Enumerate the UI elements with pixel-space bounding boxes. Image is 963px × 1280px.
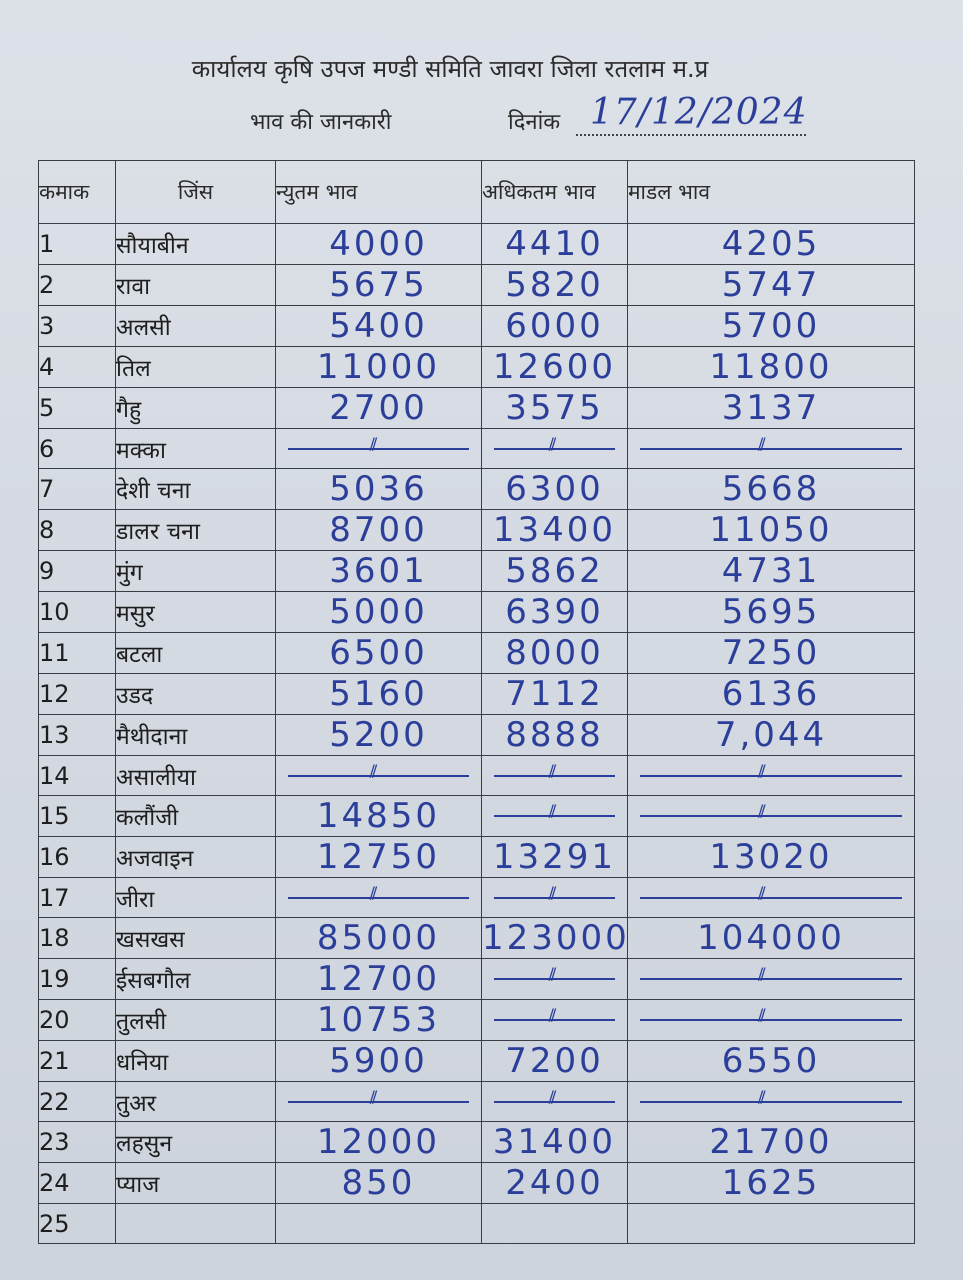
model-price-cell: 4731 <box>628 551 915 592</box>
serial-cell: 23 <box>39 1122 116 1163</box>
col-max-price-header: अधिकतम भाव <box>482 161 628 224</box>
min-price-cell: 850 <box>276 1163 482 1204</box>
model-price-cell <box>628 1082 915 1122</box>
crop-name-cell: देशी चना <box>116 469 276 510</box>
min-price-cell: 12750 <box>276 837 482 878</box>
table-row <box>39 429 915 469</box>
min-price-cell: 5400 <box>276 306 482 347</box>
table-row <box>39 306 915 347</box>
table-row <box>39 674 915 715</box>
model-price-cell <box>628 1204 915 1244</box>
model-price-cell: 6136 <box>628 674 915 715</box>
crop-name-cell: डालर चना <box>116 510 276 551</box>
serial-cell: 25 <box>39 1204 116 1244</box>
table-row <box>39 592 915 633</box>
max-price-cell <box>482 1000 628 1041</box>
subtitle: भाव की जानकारी <box>250 110 392 135</box>
min-price-cell <box>276 756 482 796</box>
crop-name-cell: असालीया <box>116 756 276 796</box>
serial-cell: 9 <box>39 551 116 592</box>
min-price-cell: 14850 <box>276 796 482 837</box>
table-row <box>39 918 915 959</box>
crop-name-cell: अलसी <box>116 306 276 347</box>
max-price-cell: 13400 <box>482 510 628 551</box>
col-model-price-header: माडल भाव <box>628 161 915 224</box>
crop-name-cell <box>116 1204 276 1244</box>
model-price-cell: 1625 <box>628 1163 915 1204</box>
ditto-dash-mark <box>288 448 469 450</box>
serial-cell: 14 <box>39 756 116 796</box>
model-price-cell: 5700 <box>628 306 915 347</box>
crop-name-cell: खसखस <box>116 918 276 959</box>
max-price-cell: 6390 <box>482 592 628 633</box>
crop-name-cell: लहसुन <box>116 1122 276 1163</box>
serial-cell: 1 <box>39 224 116 265</box>
max-price-cell: 12600 <box>482 347 628 388</box>
serial-cell: 5 <box>39 388 116 429</box>
table-row <box>39 265 915 306</box>
serial-cell: 12 <box>39 674 116 715</box>
model-price-cell <box>628 796 915 837</box>
max-price-cell: 5862 <box>482 551 628 592</box>
table-row <box>39 1041 915 1082</box>
min-price-cell <box>276 429 482 469</box>
max-price-cell <box>482 796 628 837</box>
max-price-cell: 31400 <box>482 1122 628 1163</box>
min-price-cell: 4000 <box>276 224 482 265</box>
price-table <box>38 160 915 1244</box>
crop-name-cell: प्याज <box>116 1163 276 1204</box>
col-min-price-header: न्युतम भाव <box>276 161 482 224</box>
col-serial-header: कमाक <box>39 161 116 224</box>
table-row <box>39 469 915 510</box>
ditto-dash-mark <box>494 448 615 450</box>
table-row <box>39 1000 915 1041</box>
serial-cell: 15 <box>39 796 116 837</box>
table-row <box>39 388 915 429</box>
min-price-cell: 3601 <box>276 551 482 592</box>
serial-cell: 7 <box>39 469 116 510</box>
min-price-cell <box>276 1082 482 1122</box>
date-value: 17/12/2024 <box>590 92 808 133</box>
crop-name-cell: तुअर <box>116 1082 276 1122</box>
date-underline <box>576 134 806 136</box>
max-price-cell <box>482 1204 628 1244</box>
model-price-cell <box>628 429 915 469</box>
model-price-cell: 13020 <box>628 837 915 878</box>
model-price-cell: 6550 <box>628 1041 915 1082</box>
ditto-dash-mark <box>494 1101 615 1103</box>
serial-cell: 2 <box>39 265 116 306</box>
crop-name-cell: बटला <box>116 633 276 674</box>
crop-name-cell: उडद <box>116 674 276 715</box>
model-price-cell: 7,044 <box>628 715 915 756</box>
max-price-cell <box>482 756 628 796</box>
table-row <box>39 347 915 388</box>
serial-cell: 21 <box>39 1041 116 1082</box>
model-price-cell: 5668 <box>628 469 915 510</box>
serial-cell: 4 <box>39 347 116 388</box>
model-price-cell <box>628 959 915 1000</box>
model-price-cell: 21700 <box>628 1122 915 1163</box>
max-price-cell: 13291 <box>482 837 628 878</box>
model-price-cell: 4205 <box>628 224 915 265</box>
min-price-cell <box>276 878 482 918</box>
crop-name-cell: तिल <box>116 347 276 388</box>
serial-cell: 10 <box>39 592 116 633</box>
ditto-dash-mark <box>640 448 902 450</box>
min-price-cell: 5900 <box>276 1041 482 1082</box>
serial-cell: 8 <box>39 510 116 551</box>
min-price-cell: 11000 <box>276 347 482 388</box>
model-price-cell: 5695 <box>628 592 915 633</box>
table-row <box>39 837 915 878</box>
table-header-row <box>39 161 915 224</box>
crop-name-cell: मुंग <box>116 551 276 592</box>
min-price-cell: 2700 <box>276 388 482 429</box>
table-row <box>39 224 915 265</box>
max-price-cell: 123000 <box>482 918 630 958</box>
ditto-dash-mark <box>494 815 615 817</box>
crop-name-cell: मसुर <box>116 592 276 633</box>
crop-name-cell: गैहु <box>116 388 276 429</box>
min-price-cell <box>276 1204 482 1244</box>
ditto-dash-mark <box>640 1101 902 1103</box>
table-row <box>39 633 915 674</box>
model-price-cell <box>628 878 915 918</box>
max-price-cell: 5820 <box>482 265 628 306</box>
max-price-cell: 6000 <box>482 306 628 347</box>
max-price-cell: 7200 <box>482 1041 628 1082</box>
table-row <box>39 959 915 1000</box>
crop-name-cell: ईसबगौल <box>116 959 276 1000</box>
max-price-cell: 8888 <box>482 715 628 756</box>
serial-cell: 24 <box>39 1163 116 1204</box>
crop-name-cell: सौयाबीन <box>116 224 276 265</box>
max-price-cell: 8000 <box>482 633 628 674</box>
crop-name-cell: धनिया <box>116 1041 276 1082</box>
crop-name-cell: जीरा <box>116 878 276 918</box>
ditto-dash-mark <box>494 1019 615 1021</box>
min-price-cell: 5675 <box>276 265 482 306</box>
ditto-dash-mark <box>640 978 902 980</box>
ditto-dash-mark <box>494 775 615 777</box>
max-price-cell <box>482 878 628 918</box>
model-price-cell <box>628 756 915 796</box>
ditto-dash-mark <box>494 978 615 980</box>
serial-cell: 20 <box>39 1000 116 1041</box>
max-price-cell: 4410 <box>482 224 628 265</box>
crop-name-cell: कलौंजी <box>116 796 276 837</box>
table-row <box>39 510 915 551</box>
model-price-cell: 3137 <box>628 388 915 429</box>
col-crop-header: जिंस <box>116 161 276 224</box>
ditto-dash-mark <box>288 897 469 899</box>
ditto-dash-mark <box>640 1019 902 1021</box>
serial-cell: 16 <box>39 837 116 878</box>
serial-cell: 17 <box>39 878 116 918</box>
serial-cell: 11 <box>39 633 116 674</box>
serial-cell: 19 <box>39 959 116 1000</box>
serial-cell: 18 <box>39 918 116 959</box>
ditto-dash-mark <box>640 775 902 777</box>
min-price-cell: 5200 <box>276 715 482 756</box>
ditto-dash-mark <box>640 897 902 899</box>
ditto-dash-mark <box>288 1101 469 1103</box>
min-price-cell: 12700 <box>276 959 482 1000</box>
min-price-cell: 8700 <box>276 510 482 551</box>
model-price-cell: 7250 <box>628 633 915 674</box>
office-title: कार्यालय कृषि उपज मण्डी समिति जावरा जिला रतलाम म.प्र <box>191 55 709 83</box>
ditto-dash-mark <box>494 897 615 899</box>
model-price-cell: 104000 <box>628 918 915 959</box>
table-row <box>39 1204 915 1244</box>
min-price-cell: 5036 <box>276 469 482 510</box>
ditto-dash-mark <box>640 815 902 817</box>
crop-name-cell: मक्का <box>116 429 276 469</box>
max-price-cell: 2400 <box>482 1163 628 1204</box>
table-row <box>39 796 915 837</box>
min-price-cell: 5160 <box>276 674 482 715</box>
model-price-cell: 11050 <box>628 510 915 551</box>
table-row <box>39 1122 915 1163</box>
crop-name-cell: तुलसी <box>116 1000 276 1041</box>
serial-cell: 13 <box>39 715 116 756</box>
table-row <box>39 715 915 756</box>
crop-name-cell: मैथीदाना <box>116 715 276 756</box>
max-price-cell <box>482 959 628 1000</box>
serial-cell: 3 <box>39 306 116 347</box>
min-price-cell: 5000 <box>276 592 482 633</box>
crop-name-cell: रावा <box>116 265 276 306</box>
model-price-cell: 5747 <box>628 265 915 306</box>
max-price-cell <box>482 1082 628 1122</box>
max-price-cell <box>482 429 628 469</box>
table-row <box>39 1163 915 1204</box>
model-price-cell: 11800 <box>628 347 915 388</box>
date-label: दिनांक <box>508 110 561 135</box>
ditto-dash-mark <box>288 775 469 777</box>
min-price-cell: 10753 <box>276 1000 482 1041</box>
serial-cell: 22 <box>39 1082 116 1122</box>
table-body <box>39 224 915 1244</box>
table-row <box>39 878 915 918</box>
table-row <box>39 756 915 796</box>
min-price-cell: 12000 <box>276 1122 482 1163</box>
max-price-cell: 7112 <box>482 674 628 715</box>
model-price-cell <box>628 1000 915 1041</box>
table-row <box>39 1082 915 1122</box>
serial-cell: 6 <box>39 429 116 469</box>
max-price-cell: 3575 <box>482 388 628 429</box>
max-price-cell: 6300 <box>482 469 628 510</box>
min-price-cell: 6500 <box>276 633 482 674</box>
table-row <box>39 551 915 592</box>
crop-name-cell: अजवाइन <box>116 837 276 878</box>
min-price-cell: 85000 <box>276 918 482 959</box>
